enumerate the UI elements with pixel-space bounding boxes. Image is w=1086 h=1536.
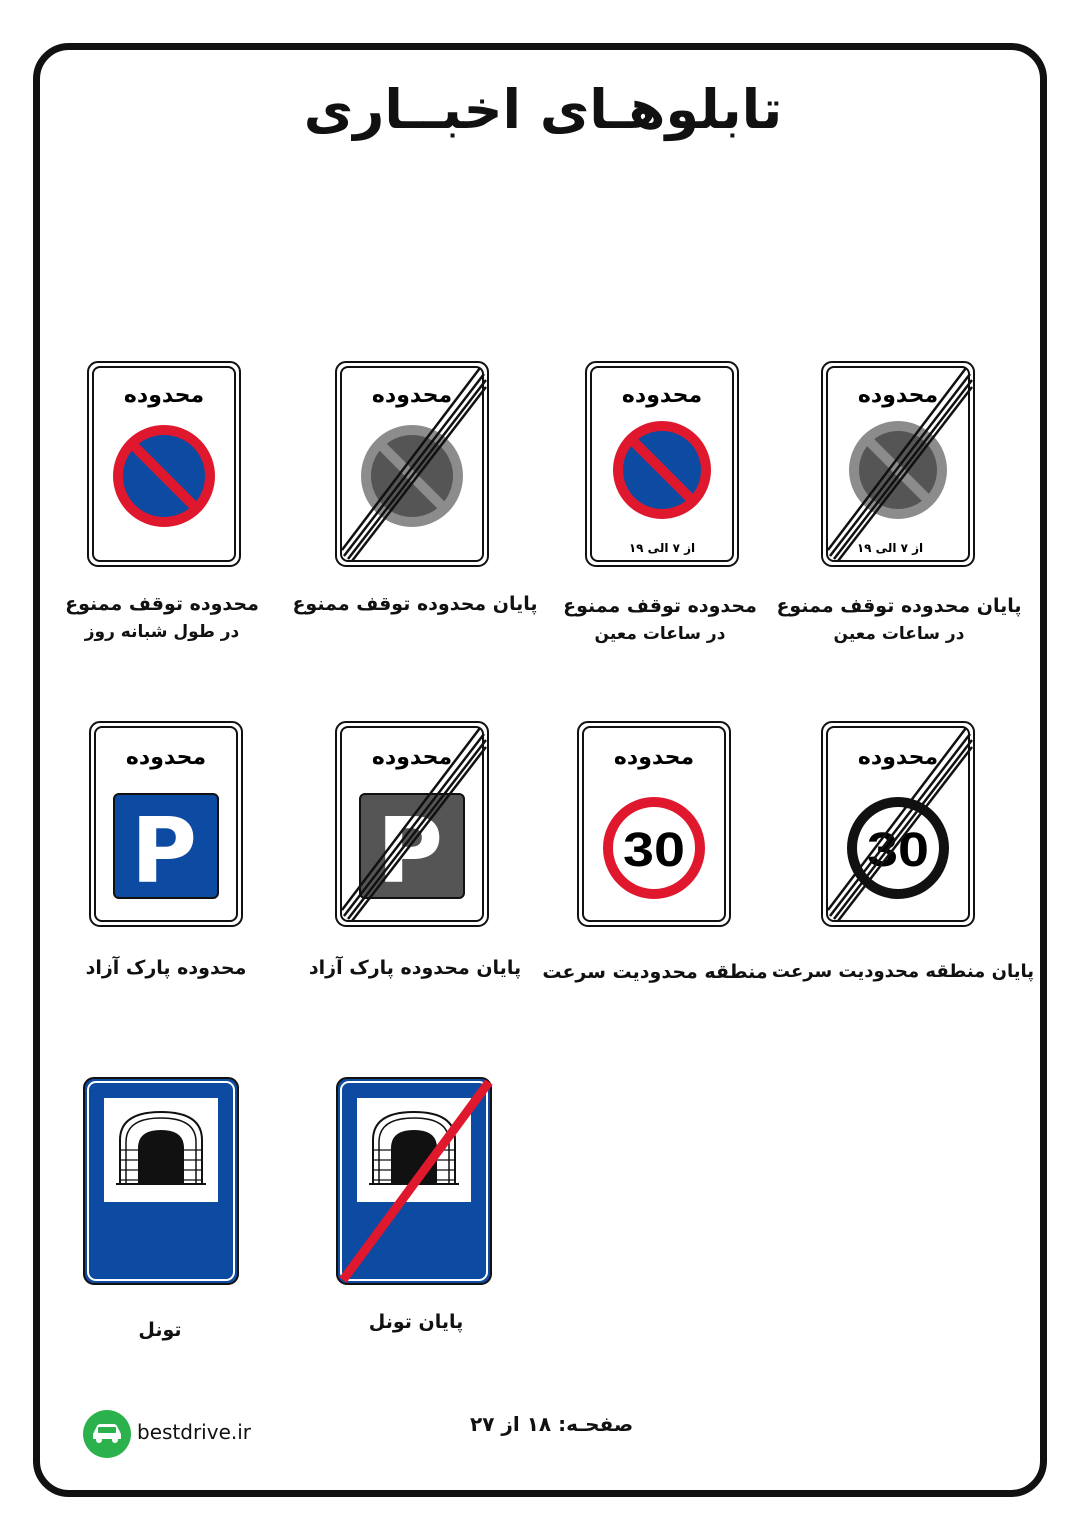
sign-label: پایان محدوده توقف ممنوع [292,593,538,615]
sign-end-no-parking-zone [334,360,490,568]
zone-word: محدوده [613,745,695,770]
parking-letter: P [131,799,197,904]
sign-end-parking-zone [334,720,490,928]
site-name: bestdrive.ir [137,1420,252,1444]
sign-label: محدوده پارک آزاد [85,957,247,979]
speed-value: 30 [867,824,929,877]
sign-label: پایان محدوده توقف ممنوع در ساعات معین [776,595,1022,644]
sign-end-speed-limit-zone [820,720,976,928]
sign-label: پایان منطقه محدودیت سرعت [771,961,1034,982]
sign-end-no-parking-zone-hours [820,360,976,568]
page-number: صفحـه: ۱۸ از ۲۷ [470,1412,634,1436]
sign-no-parking-zone [86,360,242,568]
sign-label: پایان تونل [368,1311,464,1333]
zone-word: محدوده [123,383,205,408]
sign-parking-zone [88,720,244,928]
zone-word: محدوده [371,383,453,408]
time-range: از ۷ الی ۱۹ [856,541,924,555]
car-icon [82,1409,132,1463]
zone-word: محدوده [857,745,939,770]
sign-label: پایان محدوده پارک آزاد [308,957,522,979]
parking-letter: P [377,799,443,904]
sign-label: تونل [138,1319,182,1341]
sign-no-parking-zone-hours [584,360,740,568]
sign-tunnel [82,1076,240,1286]
zone-word: محدوده [371,745,453,770]
page-title: تابلوهـای اخبــاری [303,78,783,141]
zone-word: محدوده [621,383,703,408]
zone-word: محدوده [125,745,207,770]
sign-label: محدوده توقف ممنوع در ساعات معین [563,595,757,644]
time-range: از ۷ الی ۱۹ [628,541,696,555]
sign-speed-limit-zone [576,720,732,928]
sign-end-tunnel [335,1076,493,1286]
zone-word: محدوده [857,383,939,408]
speed-value: 30 [623,824,685,877]
sign-label: محدوده توقف ممنوع در طول شبانه روز [65,593,259,642]
sign-label: منطقه محدودیت سرعت [542,961,768,983]
